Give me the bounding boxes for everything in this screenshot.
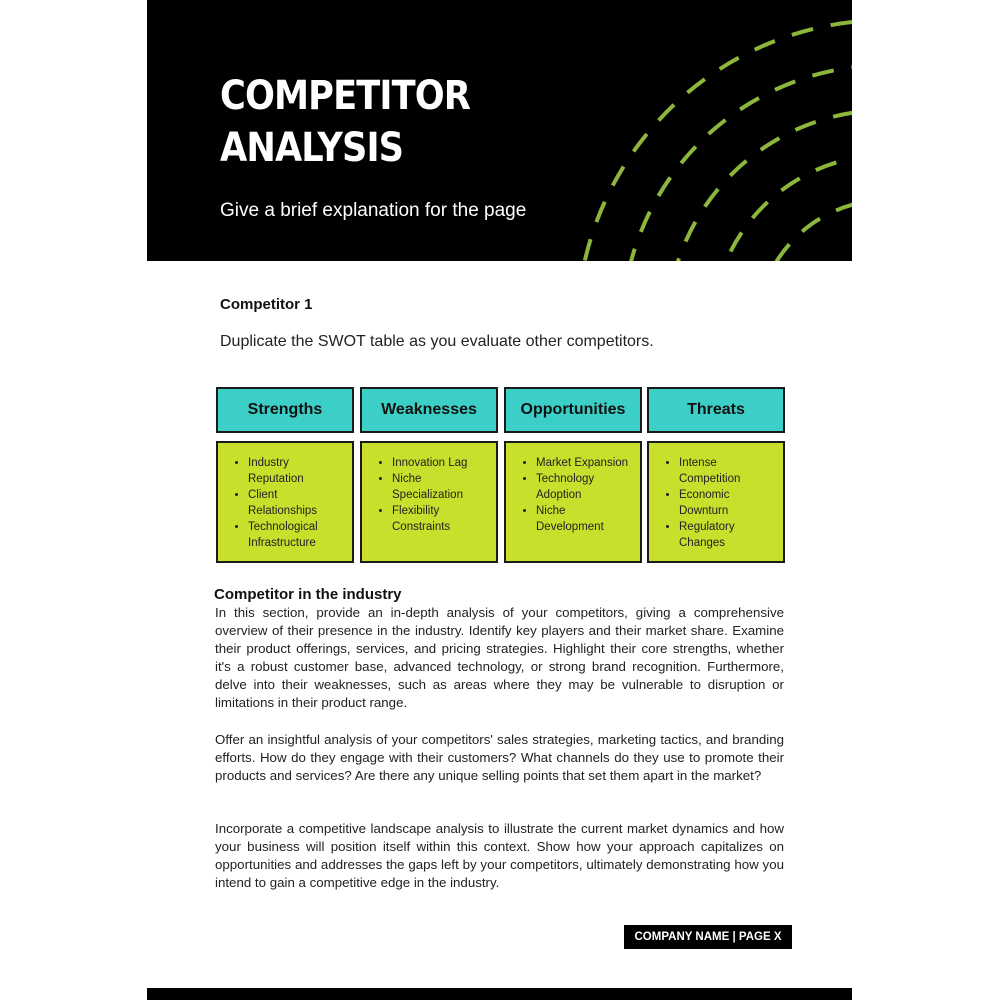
page-subtitle: Give a brief explanation for the page — [220, 200, 527, 221]
swot-header-weaknesses: Weaknesses — [360, 387, 498, 433]
decorative-arc — [622, 65, 852, 261]
decorative-arc — [757, 200, 852, 261]
swot-item: • Technological Infrastructure — [248, 519, 346, 551]
swot-header-strengths: Strengths — [216, 387, 354, 433]
paragraph-2: Offer an insightful analysis of your competitors' sales strategies, marketing tactics, and branding efforts. How do they engage with their customers? What channels do they use to promote their products and services? Are there any unique selling points that set them apart in the market? — [215, 732, 784, 783]
competitor-description: Duplicate the SWOT table as you evaluate other competitors. — [220, 333, 654, 350]
swot-item: • Innovation Lag — [392, 455, 490, 471]
paragraph-1: In this section, provide an in-depth analysis of your competitors, giving a comprehensive overview of their presence in the industry. Identify key players and their market share. Examine their product offerings, services, and pricing strategies. Highlight their core strengths, whether it's a robust customer base, advanced technology, or strong brand recognition. Furthermore, delve into their weaknesses, such as areas where they may be vulnerable to disruption or limitations in their product range. — [215, 605, 784, 710]
swot-column-weaknesses — [360, 387, 498, 533]
swot-column-opportunities — [504, 387, 642, 533]
competitor-label: Competitor 1 — [220, 296, 313, 313]
swot-item: • Intense Competition — [679, 455, 777, 487]
header-banner — [147, 0, 852, 261]
swot-column-threats — [647, 387, 785, 549]
swot-item: • Niche Specialization — [392, 471, 490, 503]
swot-cell-weaknesses — [360, 441, 498, 563]
page-title — [220, 70, 470, 174]
paragraph-3: Incorporate a competitive landscape analysis to illustrate the current market dynamics and how your business will position itself within this context. Show how your approach capitalizes on opportunities and addresses the gaps left by your competitors, ultimately demonstrating how you intend to gain a competitive edge in the industry. — [215, 821, 784, 890]
swot-column-strengths — [216, 387, 354, 549]
swot-item: • Technology Adoption — [536, 471, 634, 503]
document-page — [147, 0, 852, 1000]
swot-item: • Flexibility Constraints — [392, 503, 490, 535]
swot-cell-threats — [647, 441, 785, 563]
decorative-arc — [667, 110, 852, 261]
swot-item: • Market Expansion — [536, 455, 634, 471]
swot-cell-strengths — [216, 441, 354, 563]
title-line-2: ANALYSIS — [220, 125, 404, 171]
swot-item: • Client Relationships — [248, 487, 346, 519]
swot-item: • Regulatory Changes — [679, 519, 777, 551]
swot-item: • Economic Downturn — [679, 487, 777, 519]
swot-item: • Industry Reputation — [248, 455, 346, 487]
bottom-bar — [147, 988, 852, 1000]
swot-table — [216, 387, 785, 563]
title-line-1: COMPETITOR — [220, 73, 470, 119]
swot-header-threats: Threats — [647, 387, 785, 433]
swot-item: • Niche Development — [536, 503, 634, 535]
swot-header-opportunities: Opportunities — [504, 387, 642, 433]
section-heading: Competitor in the industry — [214, 586, 402, 603]
footer-label: COMPANY NAME | PAGE X — [624, 925, 792, 949]
swot-cell-opportunities — [504, 441, 642, 563]
